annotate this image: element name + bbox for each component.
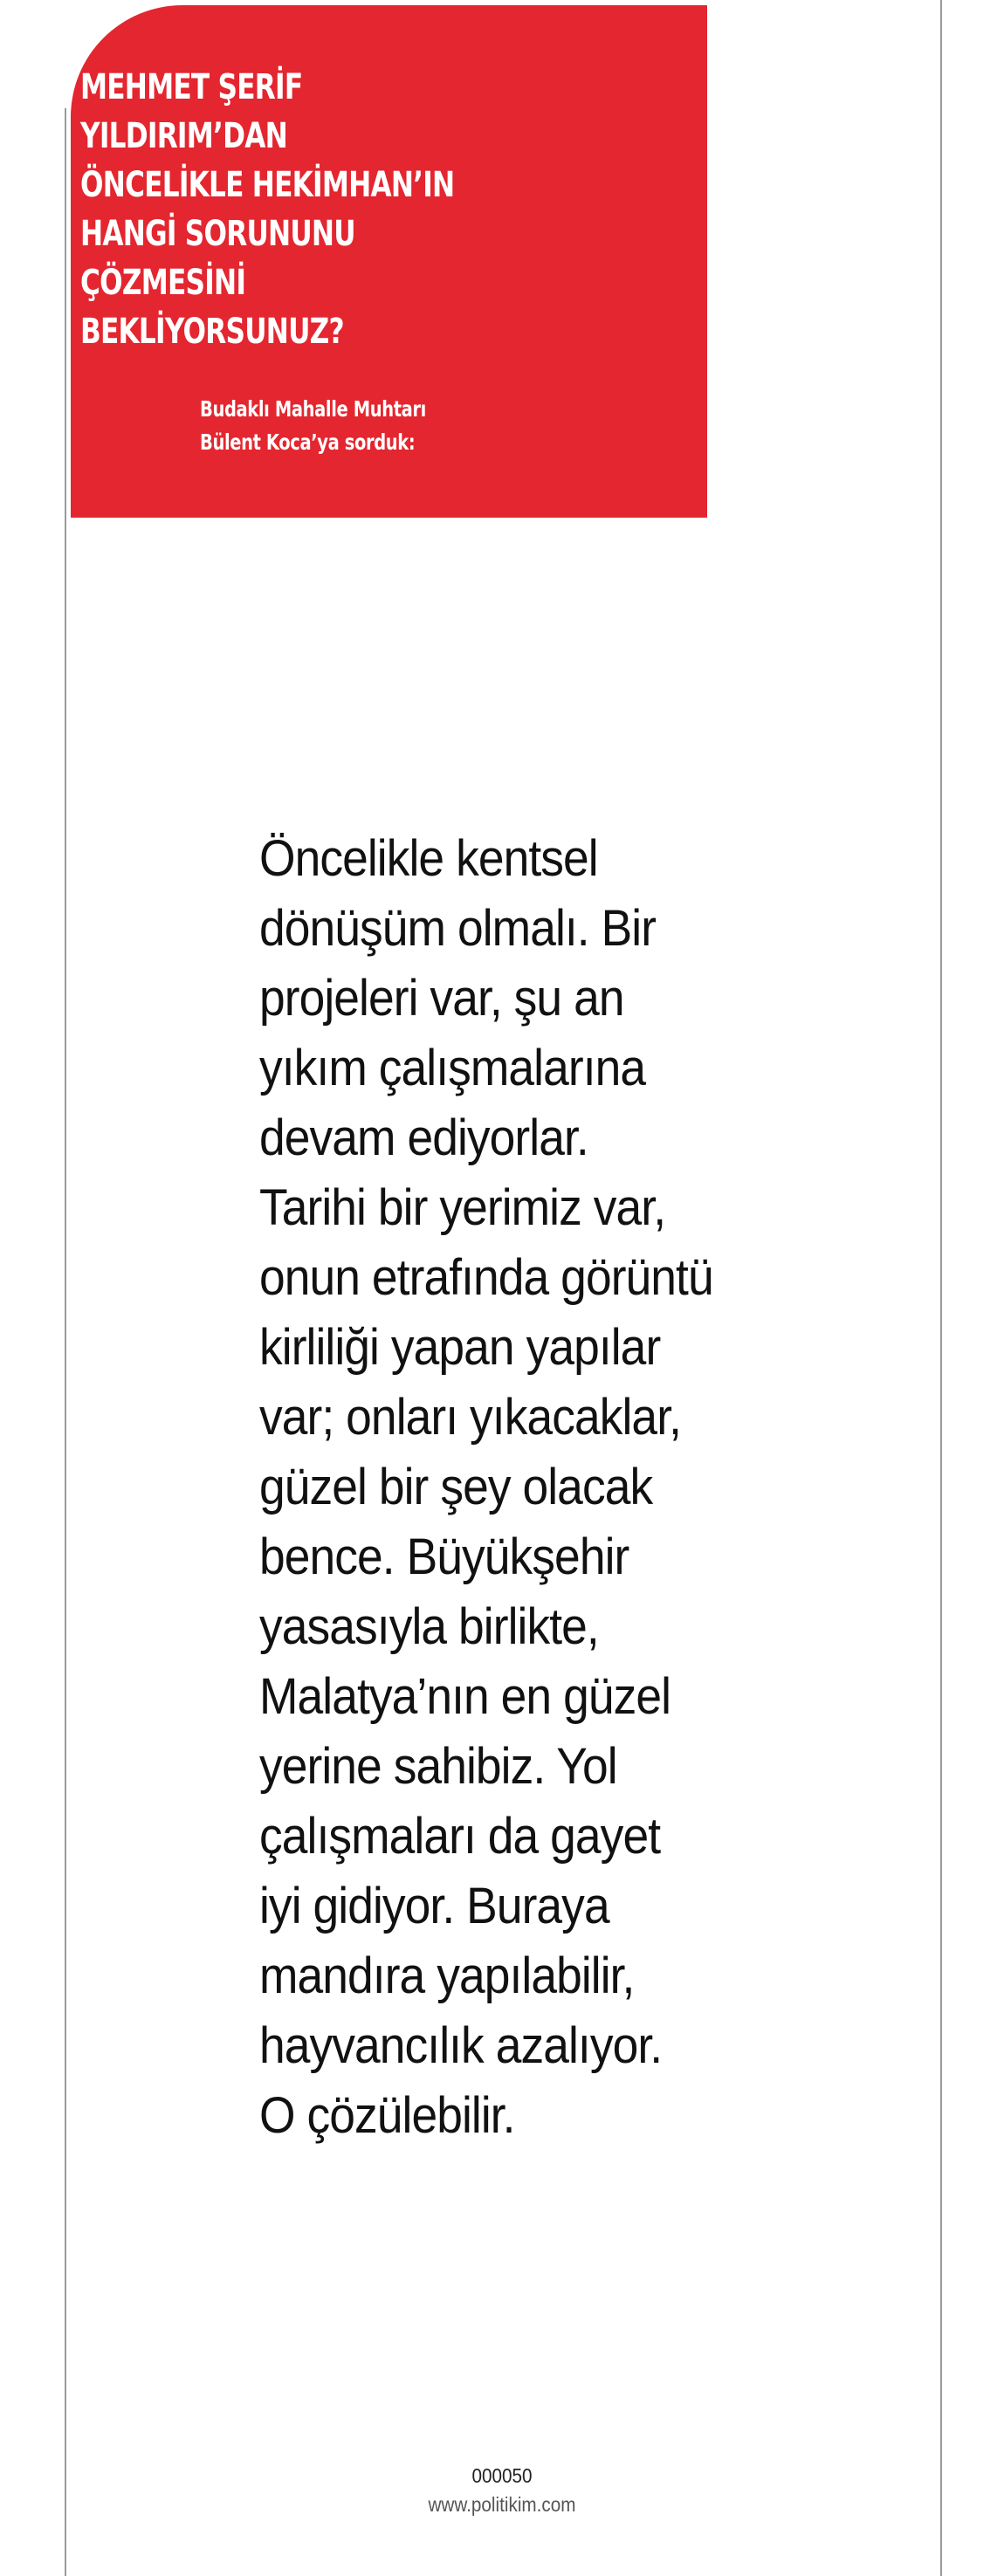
article-headline: MEHMET ŞERİF YILDIRIM’DAN ÖNCELİKLE HEKİMHAN’IN HANGİ SORUNUNU ÇÖZMESİNİ BEKLİYORSUNUZ? — [80, 67, 455, 352]
page-number: 000050 — [471, 2464, 533, 2487]
article-byline: Budaklı Mahalle Muhtarı Bülent Koca’ya sorduk: — [200, 396, 426, 455]
page-footer — [345, 2462, 659, 2519]
website-link[interactable]: www.politikim.com — [428, 2493, 576, 2516]
interview-answer: Öncelikle kentsel dönüşüm olmalı. Bir projeleri var, şu an yıkım çalışmalarına devam ediyorlar. Tarihi bir yerimiz var, onun etrafında görüntü kirliliği yapan yapılar var; onları yıkacaklar, güzel bir şey olacak bence. Büyükşehir yasasıyla birlikte, Malatya’nın en güzel yerine sahibiz. Yol çalışmaları da gayet iyi gidiyor. Buraya mandıra yapılabilir, hayvancılık azalıyor. O çözülebilir. — [259, 830, 713, 2144]
left-margin-rule — [65, 108, 66, 2576]
right-margin-rule — [940, 0, 942, 2576]
